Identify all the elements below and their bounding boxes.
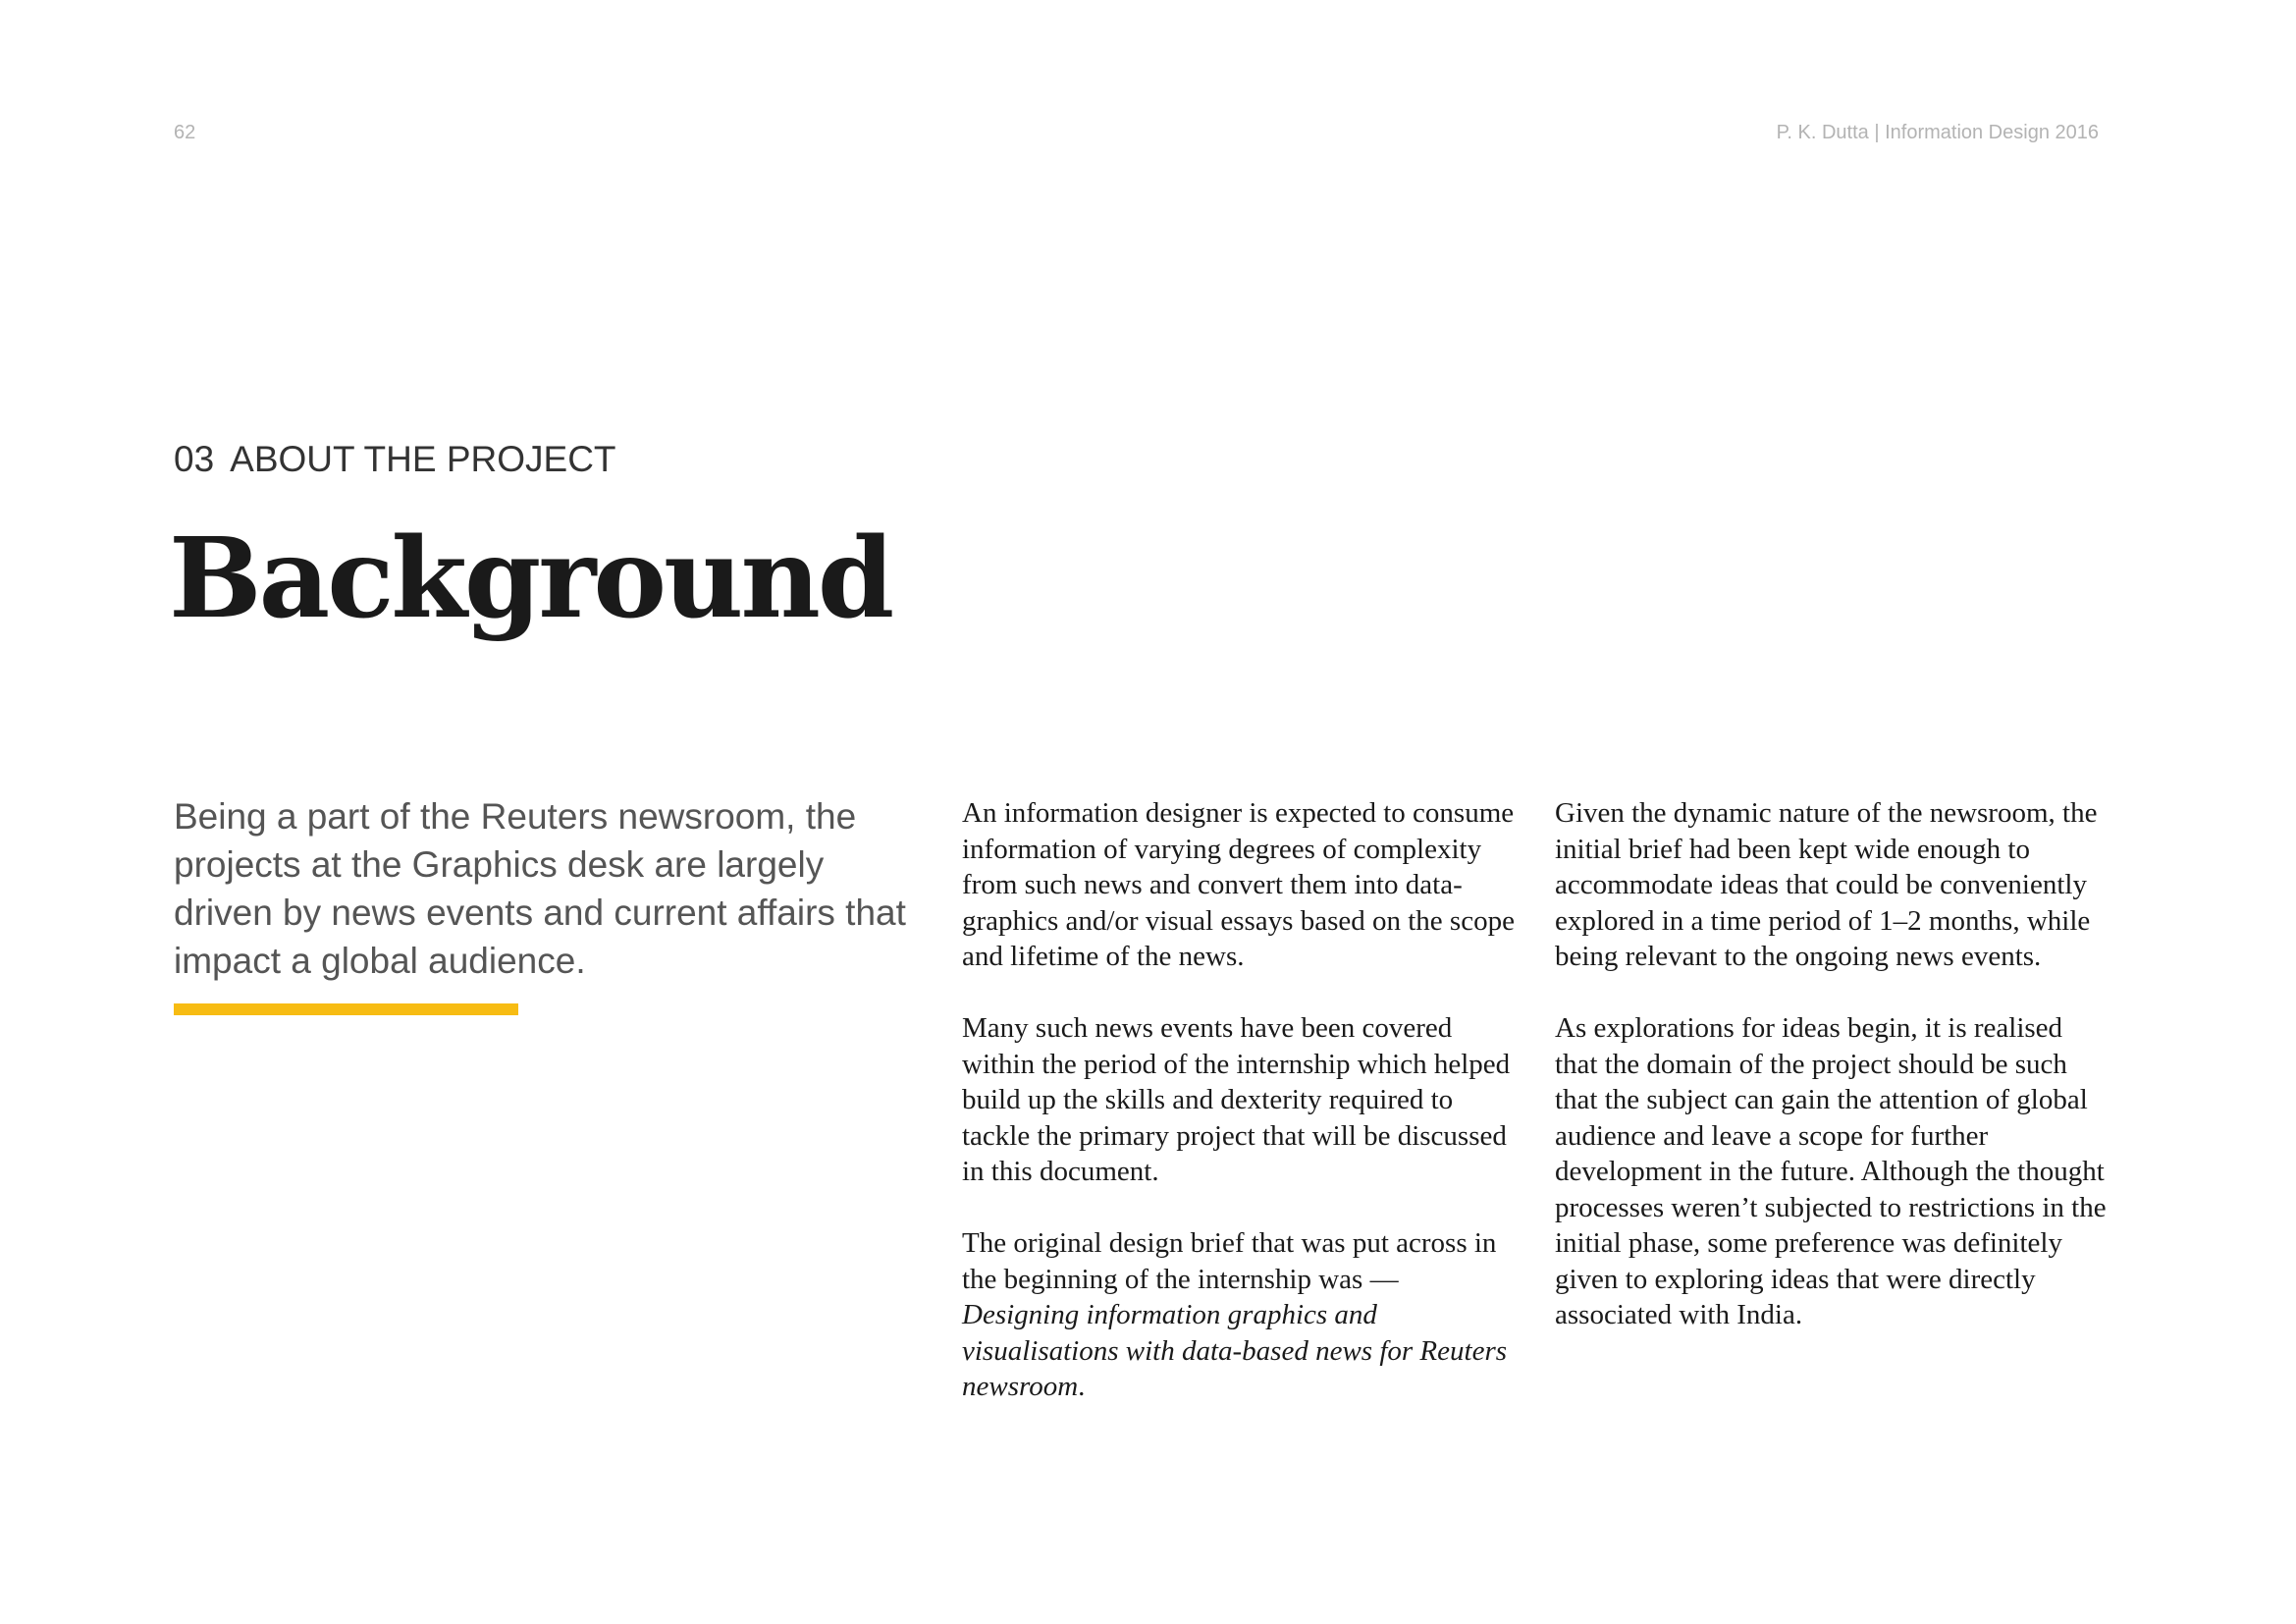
- body-paragraph: Given the dynamic nature of the newsroom, the initial brief had been kept wide enough to accommodate ideas that could be conveniently explored in a time period of 1–2 months, while being relevant to the ongoing news events.: [1555, 797, 2098, 972]
- page-title: Background: [169, 514, 892, 643]
- body-paragraph: An information designer is expected to consume information of varying degrees of complexity from such news and convert them into data-graphics and/or visual essays based on the scope and lifetime of the news.: [962, 797, 1515, 972]
- brief-quote: Designing information graphics and visualisations with data-based news for Reuters newsroom: [962, 1299, 1508, 1402]
- brief-intro: The original design brief that was put across in the beginning of the internship was —: [962, 1227, 1497, 1295]
- body-paragraph: As explorations for ideas begin, it is realised that the domain of the project should be such that the subject can gain the attention of global audience and leave a scope for further development in the future. Although the thought processes weren’t subjected to restrictions in the initial phase, some preference was definitely given to exploring ideas that were directly associated with India.: [1555, 1012, 2107, 1330]
- brief-end: .: [1078, 1371, 1086, 1402]
- body-paragraph-brief: [962, 1225, 1517, 1405]
- body-column-right: [1555, 795, 2109, 1333]
- section-heading: [174, 438, 616, 481]
- page-number: 62: [174, 122, 196, 143]
- running-title: P. K. Dutta | Information Design 2016: [1776, 122, 2099, 143]
- accent-rule: [174, 1003, 518, 1015]
- section-label: ABOUT THE PROJECT: [230, 439, 616, 479]
- body-paragraph: Many such news events have been covered within the period of the internship which helped build up the skills and dexterity required to tackle the primary project that will be discussed in this document.: [962, 1012, 1511, 1187]
- section-number: 03: [174, 439, 215, 479]
- lead-paragraph: Being a part of the Reuters newsroom, the projects at the Graphics desk are largely driven by news events and current affairs that impact a global audience.: [174, 796, 906, 981]
- body-column-middle: [962, 795, 1517, 1405]
